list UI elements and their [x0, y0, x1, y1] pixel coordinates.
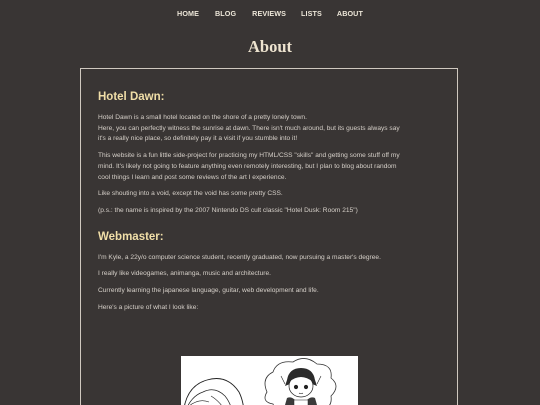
section-spacer	[98, 223, 440, 231]
interests-paragraph: I really like videogames, animanga, music and architecture.	[98, 270, 271, 278]
content-panel	[80, 68, 458, 405]
website-description-line: cool things I learn and post some reviews of the art I experience.	[98, 173, 287, 181]
postscript-paragraph: (p.s.: the name is inspired by the 2007 Nintendo DS cult classic "Hotel Dusk: Room 215")	[98, 206, 358, 214]
hotel-section-title: Hotel Dawn:	[98, 91, 165, 103]
picture-caption: Here's a picture of what I look like:	[98, 303, 199, 311]
hotel-intro-line: Here, you can perfectly witness the sunrise at dawn. There isn't much around, but its guests always say	[98, 124, 400, 132]
nav-link-about[interactable]: ABOUT	[336, 9, 363, 18]
webmaster-intro-paragraph: I'm Kyle, a 22y/o computer science student, recently graduated, now pursuing a master's degree.	[98, 253, 381, 261]
nav-link-lists[interactable]: LISTS	[301, 9, 322, 18]
learning-paragraph: Currently learning the japanese language, guitar, web development and life.	[98, 287, 319, 295]
top-nav	[0, 9, 540, 18]
hotel-intro-paragraph	[98, 113, 440, 145]
manga-self-portrait-icon	[181, 356, 358, 405]
webmaster-section-title: Webmaster:	[98, 230, 164, 243]
self-portrait-image	[181, 356, 358, 405]
hotel-intro-line: Hotel Dawn is a small hotel located on the shore of a pretty lonely town.	[98, 114, 307, 121]
void-paragraph: Like shouting into a void, except the void has some pretty CSS.	[98, 190, 283, 198]
website-description-paragraph	[98, 151, 440, 183]
website-description-line: mind. It's likely not going to feature anything even remotely interesting, but I plan to blog about random	[98, 162, 397, 170]
nav-link-reviews[interactable]: REVIEWS	[252, 9, 287, 18]
hotel-intro-line: it's a really nice place, so definitely pay it a visit if you stumble into it!	[98, 135, 298, 143]
nav-link-home[interactable]: HOME	[177, 9, 199, 18]
page-title: About	[247, 37, 292, 56]
website-description-line: This website is a fun little side-project for practicing my HTML/CSS "skills" and getting some stuff off my	[98, 152, 400, 160]
nav-link-blog[interactable]: BLOG	[215, 9, 237, 18]
